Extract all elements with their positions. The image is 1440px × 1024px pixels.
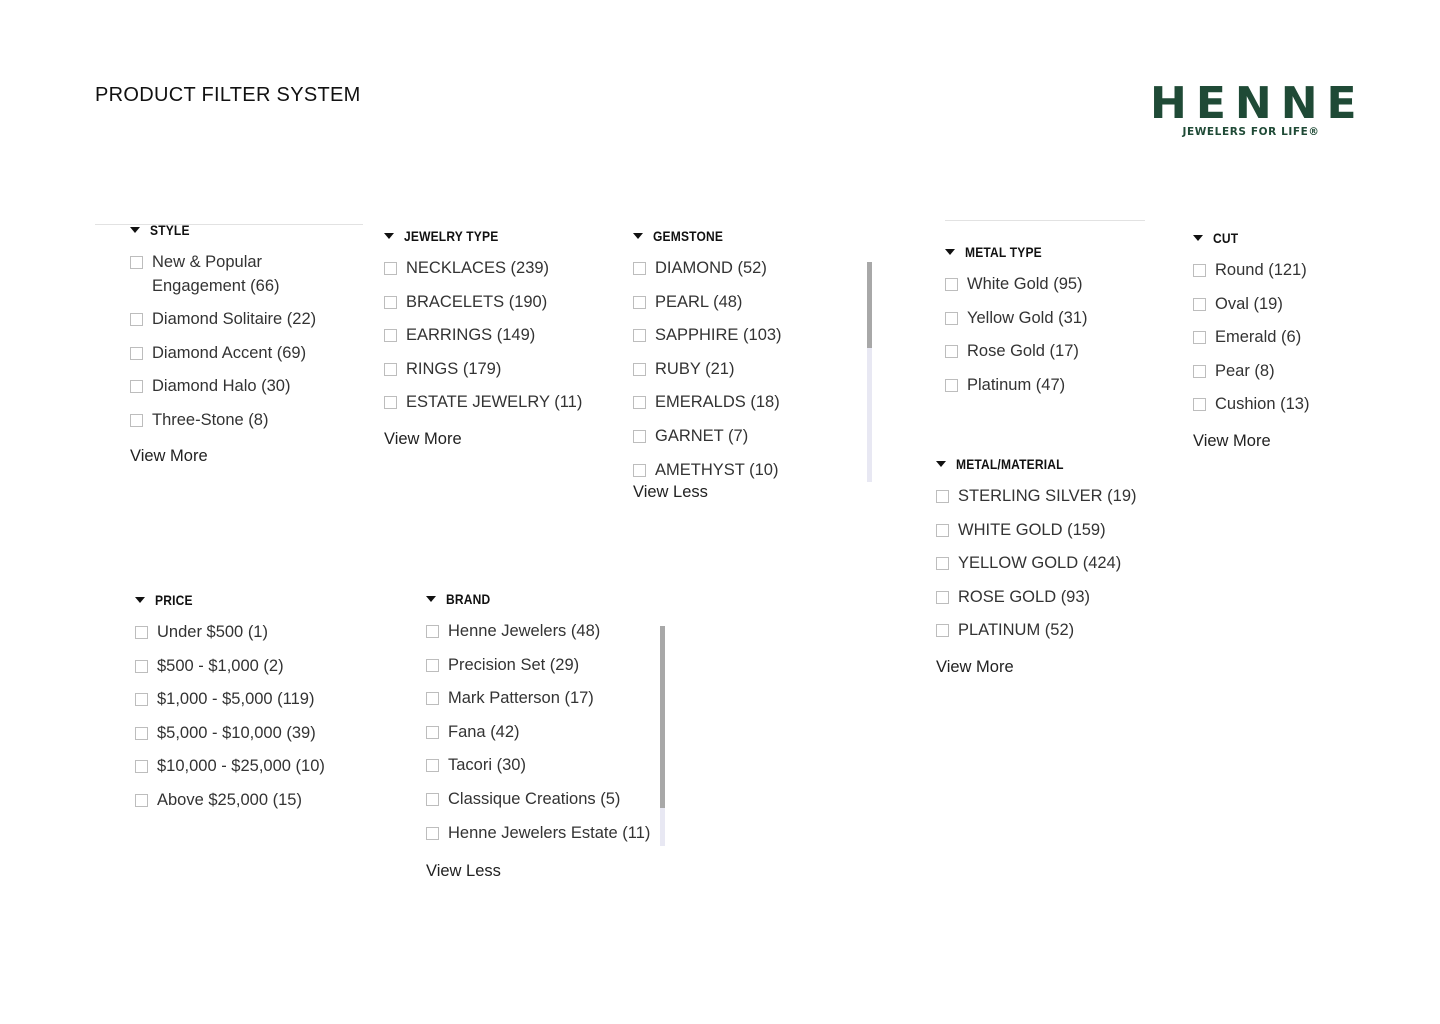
brand-scroll-area[interactable]: [426, 623, 658, 860]
filter-option[interactable]: [384, 361, 604, 395]
checkbox[interactable]: [426, 759, 439, 772]
checkbox[interactable]: [130, 380, 143, 393]
scrollbar[interactable]: [867, 262, 872, 482]
henne-logo[interactable]: [1150, 78, 1366, 138]
view-more-link[interactable]: View More: [936, 657, 1014, 676]
checkbox[interactable]: [633, 329, 646, 342]
filter-option[interactable]: [426, 791, 658, 825]
filter-option-label: EARRINGS (149): [406, 326, 536, 345]
checkbox[interactable]: [945, 379, 958, 392]
checkbox[interactable]: [384, 262, 397, 275]
filter-title: PRICE: [155, 592, 193, 608]
filter-title: GEMSTONE: [653, 228, 724, 244]
filter-option[interactable]: [633, 361, 873, 395]
checkbox[interactable]: [633, 262, 646, 275]
filter-option[interactable]: [936, 488, 1166, 522]
checkbox[interactable]: [936, 557, 949, 570]
filter-header-style[interactable]: [130, 220, 350, 240]
filter-option[interactable]: [426, 825, 658, 859]
checkbox[interactable]: [426, 726, 439, 739]
view-less-link[interactable]: View Less: [633, 483, 708, 501]
filter-option[interactable]: [426, 623, 658, 657]
filter-option[interactable]: [130, 412, 350, 446]
checkbox[interactable]: [135, 660, 148, 673]
checkbox[interactable]: [384, 329, 397, 342]
checkbox[interactable]: [130, 347, 143, 360]
filter-option-label: Mark Patterson (17): [448, 689, 594, 708]
filter-option-label: Precision Set (29): [448, 655, 580, 674]
checkbox[interactable]: [384, 296, 397, 309]
checkbox[interactable]: [633, 363, 646, 376]
logo-tagline: JEWELERS FOR LIFE®: [1182, 126, 1320, 138]
caret-down-icon: [1193, 235, 1203, 241]
filter-option[interactable]: [633, 327, 873, 361]
checkbox[interactable]: [130, 256, 143, 269]
checkbox[interactable]: [945, 312, 958, 325]
filter-option-label: New & Popular Engagement (66): [152, 253, 280, 295]
filter-option-label: Fana (42): [448, 722, 520, 741]
filter-header-cut[interactable]: [1193, 228, 1393, 248]
filter-option-label: SAPPHIRE (103): [655, 326, 782, 345]
filter-option[interactable]: [135, 792, 375, 826]
filter-option[interactable]: [130, 311, 350, 345]
filter-option[interactable]: [633, 394, 873, 428]
logo-wordmark: HENNE: [1150, 78, 1366, 129]
filter-option[interactable]: [633, 462, 873, 496]
filter-option[interactable]: [384, 327, 604, 361]
filter-option-label: RUBY (21): [655, 359, 735, 378]
filter-option-label: PEARL (48): [655, 292, 743, 311]
checkbox[interactable]: [135, 727, 148, 740]
filter-group-price: [135, 590, 375, 826]
filter-option-label: AMETHYST (10): [655, 460, 779, 479]
filter-option[interactable]: [426, 757, 658, 791]
filter-option[interactable]: [1193, 296, 1393, 330]
filter-option-label: Under $500 (1): [157, 623, 268, 641]
checkbox[interactable]: [426, 827, 439, 840]
caret-down-icon: [130, 227, 140, 233]
checkbox[interactable]: [936, 490, 949, 503]
view-more-link[interactable]: View More: [384, 429, 462, 448]
filter-option[interactable]: [945, 310, 1145, 344]
checkbox[interactable]: [426, 659, 439, 672]
filter-option-label: $10,000 - $25,000 (10): [157, 757, 325, 776]
checkbox[interactable]: [1193, 264, 1206, 277]
filter-option[interactable]: [1193, 329, 1393, 363]
filter-option-label: Diamond Accent (69): [152, 343, 307, 362]
checkbox[interactable]: [384, 363, 397, 376]
checkbox[interactable]: [135, 760, 148, 773]
filter-group-metal-type: [945, 242, 1145, 410]
filter-title: JEWELRY TYPE: [404, 228, 499, 244]
checkbox[interactable]: [1193, 298, 1206, 311]
filter-option[interactable]: [936, 622, 1166, 656]
gemstone-scroll-area[interactable]: [633, 260, 873, 481]
filter-option[interactable]: [384, 294, 604, 328]
checkbox[interactable]: [135, 626, 148, 639]
filter-option-label: Rose Gold (17): [967, 342, 1079, 361]
checkbox[interactable]: [633, 396, 646, 409]
checkbox[interactable]: [426, 793, 439, 806]
view-more-link[interactable]: View More: [130, 447, 208, 466]
filter-option[interactable]: [633, 294, 873, 328]
filter-option-label: Above $25,000 (15): [157, 790, 302, 809]
filter-option[interactable]: [936, 555, 1166, 589]
filter-option-label: BRACELETS (190): [406, 292, 548, 311]
filter-option[interactable]: [384, 394, 604, 428]
filter-header-price[interactable]: [135, 590, 375, 610]
filter-option[interactable]: [130, 254, 350, 311]
filter-option-label: $500 - $1,000 (2): [157, 656, 284, 675]
filter-option-label: Classique Creations (5): [448, 789, 621, 808]
filter-group-brand: [426, 589, 671, 881]
filter-title: METAL TYPE: [965, 244, 1042, 260]
caret-down-icon: [633, 233, 643, 239]
checkbox[interactable]: [426, 692, 439, 705]
checkbox[interactable]: [945, 345, 958, 358]
filter-option[interactable]: [426, 690, 658, 724]
filter-option-label: YELLOW GOLD (424): [958, 554, 1122, 573]
filter-option[interactable]: [135, 658, 375, 692]
checkbox[interactable]: [633, 296, 646, 309]
checkbox[interactable]: [130, 414, 143, 427]
filter-option[interactable]: [130, 345, 350, 379]
filter-group-cut: [1193, 228, 1393, 451]
filter-option[interactable]: [945, 343, 1145, 377]
filter-option[interactable]: [426, 724, 658, 758]
scrollbar[interactable]: [660, 626, 665, 846]
view-less-link[interactable]: View Less: [426, 862, 501, 880]
caret-down-icon: [135, 597, 145, 603]
checkbox[interactable]: [135, 693, 148, 706]
checkbox[interactable]: [1193, 331, 1206, 344]
filter-option[interactable]: [633, 260, 873, 294]
caret-down-icon: [426, 596, 436, 602]
checkbox[interactable]: [936, 624, 949, 637]
filter-header-jewelry-type[interactable]: [384, 226, 604, 246]
filter-option-label: Henne Jewelers (48): [448, 622, 601, 640]
page-title: PRODUCT FILTER SYSTEM: [95, 84, 361, 106]
filter-title: STYLE: [150, 222, 190, 238]
filter-option-label: PLATINUM (52): [958, 621, 1075, 640]
filter-option-label: White Gold (95): [967, 275, 1083, 293]
filter-option-label: Diamond Halo (30): [152, 377, 291, 396]
checkbox[interactable]: [1193, 365, 1206, 378]
scrollbar-thumb[interactable]: [660, 626, 665, 808]
checkbox[interactable]: [936, 591, 949, 604]
filter-option-label: RINGS (179): [406, 359, 502, 378]
filter-group-jewelry-type: [384, 226, 604, 449]
filter-option[interactable]: [1193, 396, 1393, 430]
filter-option[interactable]: [1193, 363, 1393, 397]
scrollbar-thumb[interactable]: [867, 262, 872, 348]
checkbox[interactable]: [936, 524, 949, 537]
filter-option[interactable]: [936, 589, 1166, 623]
checkbox[interactable]: [384, 396, 397, 409]
filter-option[interactable]: [130, 378, 350, 412]
filter-option-label: Three-Stone (8): [152, 410, 269, 429]
filter-option-label: Emerald (6): [1215, 328, 1302, 347]
view-more-link[interactable]: View More: [1193, 431, 1271, 450]
filter-option-label: Pear (8): [1215, 361, 1275, 380]
checkbox[interactable]: [633, 430, 646, 443]
filter-option-label: Round (121): [1215, 261, 1307, 279]
filter-option[interactable]: [633, 428, 873, 462]
filter-option-label: Platinum (47): [967, 375, 1066, 394]
filter-option-label: ESTATE JEWELRY (11): [406, 393, 583, 412]
filter-option-label: NECKLACES (239): [406, 259, 550, 277]
filter-option[interactable]: [384, 260, 604, 294]
filter-option-label: $5,000 - $10,000 (39): [157, 723, 316, 742]
checkbox[interactable]: [633, 464, 646, 477]
filter-header-metal-type[interactable]: [945, 242, 1145, 262]
caret-down-icon: [384, 233, 394, 239]
filter-option-label: Henne Jewelers Estate (11): [448, 823, 651, 842]
divider: [945, 220, 1145, 221]
filter-option-label: WHITE GOLD (159): [958, 520, 1106, 539]
filter-header-brand[interactable]: [426, 589, 671, 609]
filter-option[interactable]: [936, 522, 1166, 556]
filter-option-label: STERLING SILVER (19): [958, 487, 1137, 505]
filter-option[interactable]: [1193, 262, 1393, 296]
caret-down-icon: [945, 249, 955, 255]
filter-header-gemstone[interactable]: [633, 226, 878, 246]
filter-option-label: GARNET (7): [655, 426, 749, 445]
filter-option[interactable]: [135, 691, 375, 725]
filter-option[interactable]: [426, 657, 658, 691]
filter-group-style: [130, 220, 350, 466]
filter-title: BRAND: [446, 591, 491, 607]
filter-option[interactable]: [945, 276, 1145, 310]
filter-option-label: Diamond Solitaire (22): [152, 310, 317, 328]
filter-option[interactable]: [135, 624, 375, 658]
filter-group-metal-material: [936, 454, 1166, 677]
filter-option-label: $1,000 - $5,000 (119): [157, 690, 315, 709]
filter-option-label: ROSE GOLD (93): [958, 587, 1091, 606]
filter-header-metal-material[interactable]: [936, 454, 1166, 474]
checkbox[interactable]: [135, 794, 148, 807]
filter-option-label: DIAMOND (52): [655, 259, 767, 277]
filter-group-gemstone: [633, 226, 878, 502]
filter-option-label: Cushion (13): [1215, 395, 1310, 414]
filter-option-label: Oval (19): [1215, 294, 1283, 313]
checkbox[interactable]: [1193, 398, 1206, 411]
checkbox[interactable]: [130, 313, 143, 326]
filter-option[interactable]: [945, 377, 1145, 411]
filter-title: METAL/MATERIAL: [956, 456, 1064, 472]
filter-option-label: Tacori (30): [448, 756, 526, 775]
filter-option[interactable]: [135, 758, 375, 792]
checkbox[interactable]: [945, 278, 958, 291]
caret-down-icon: [936, 461, 946, 467]
filter-title: CUT: [1213, 230, 1239, 246]
filter-option[interactable]: [135, 725, 375, 759]
filter-option-label: EMERALDS (18): [655, 393, 780, 412]
checkbox[interactable]: [426, 625, 439, 638]
filter-option-label: Yellow Gold (31): [967, 308, 1088, 327]
